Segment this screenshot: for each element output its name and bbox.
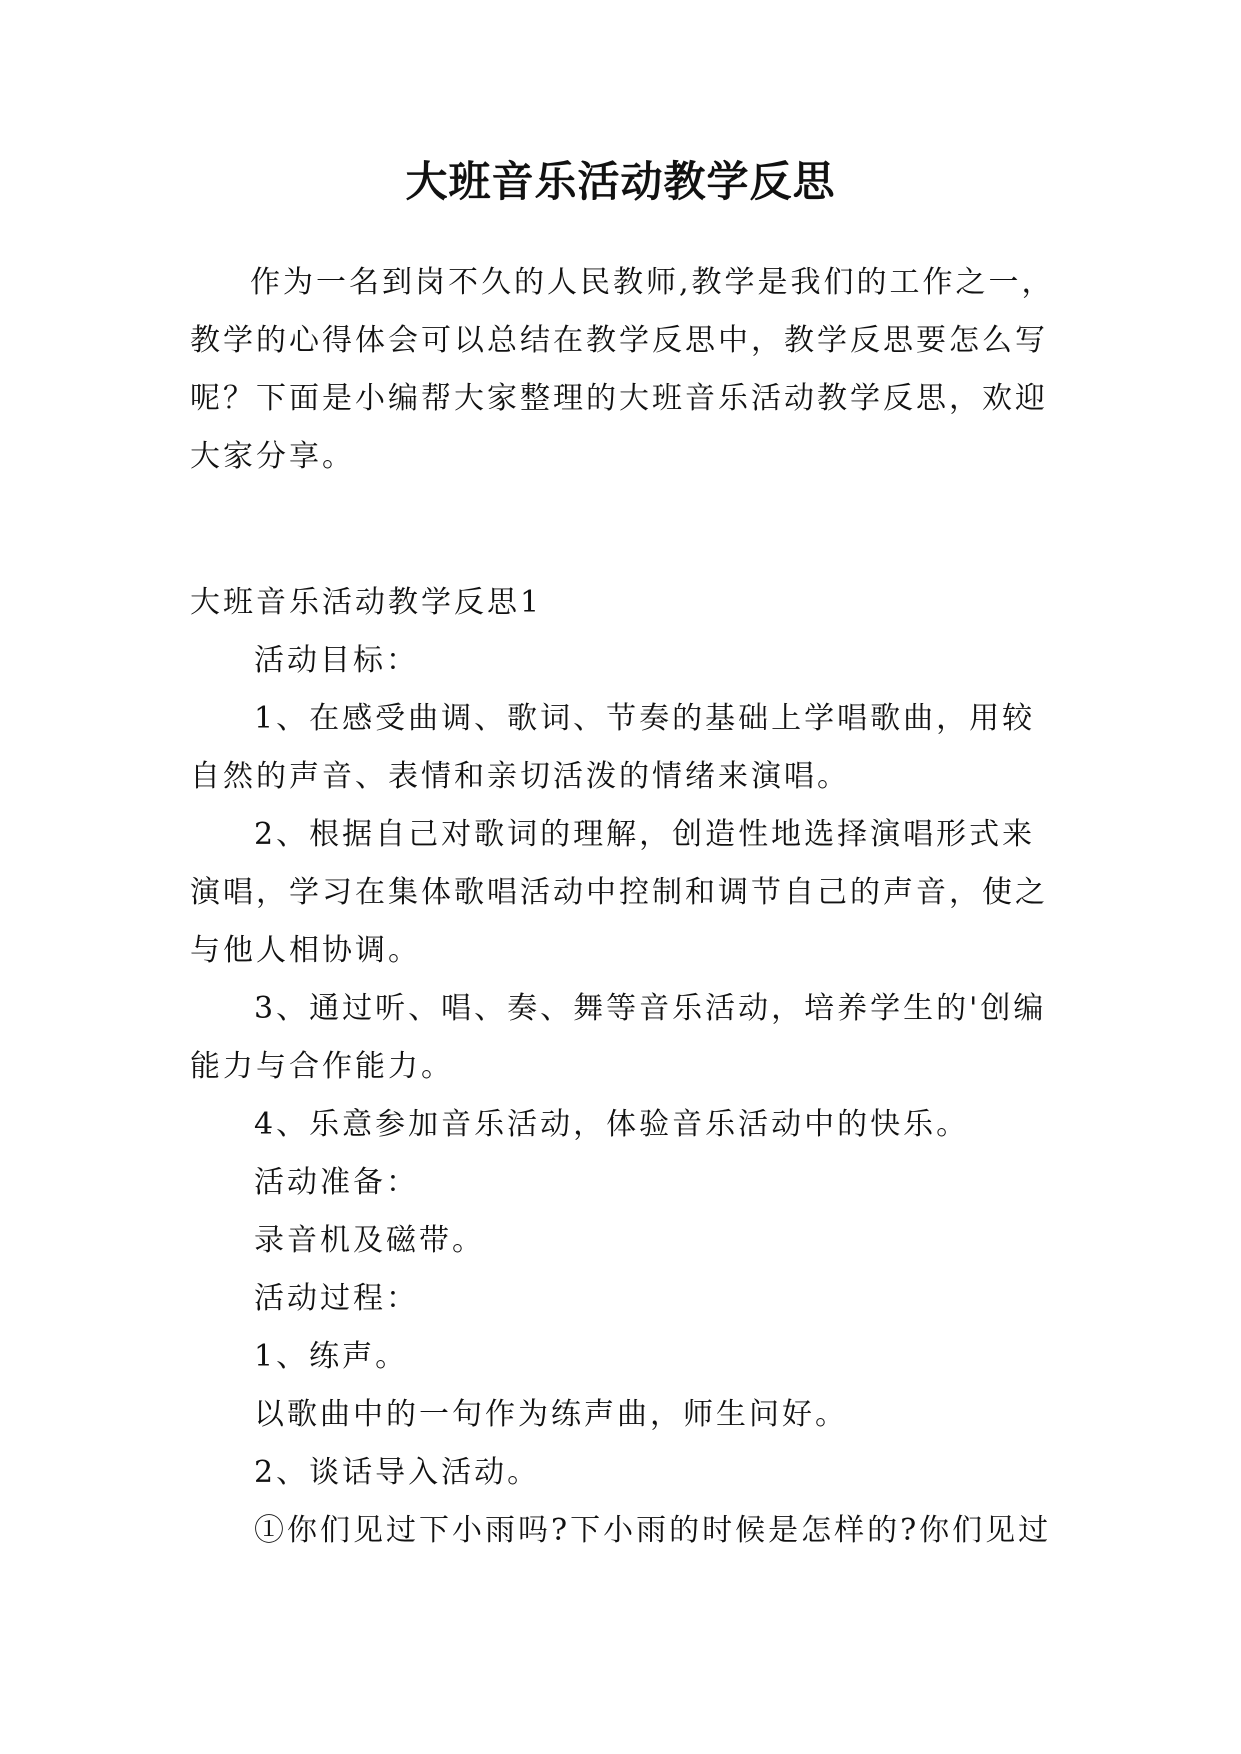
intro-line: 大家分享。 <box>190 439 355 474</box>
step-2-detail: ①你们见过下小雨吗?下小雨的时候是怎样的?你们见过 <box>254 1513 1052 1548</box>
intro-line: 呢？下面是小编帮大家整理的大班音乐活动教学反思，欢迎 <box>190 381 1048 416</box>
process-label: 活动过程： <box>254 1281 419 1316</box>
goal-3-paragraph <box>190 980 1058 1096</box>
intro-paragraph <box>190 254 1058 486</box>
goal-1-line: 1、在感受曲调、歌词、节奏的基础上学唱歌曲，用较 <box>254 701 1036 736</box>
goal-1-paragraph <box>190 690 1058 806</box>
prep-label: 活动准备： <box>254 1165 419 1200</box>
step-1-detail: 以歌曲中的一句作为练声曲，师生问好。 <box>254 1397 848 1432</box>
prep-text: 录音机及磁带。 <box>254 1223 485 1258</box>
step-2: 2、谈话导入活动。 <box>254 1455 541 1490</box>
step-1: 1、练声。 <box>254 1339 409 1374</box>
goal-2-line: 2、根据自己对歌词的理解，创造性地选择演唱形式来 <box>254 817 1036 852</box>
goal-2-line: 演唱，学习在集体歌唱活动中控制和调节自己的声音，使之 <box>190 875 1048 910</box>
section-heading: 大班音乐活动教学反思1 <box>190 585 543 620</box>
goals-label: 活动目标： <box>254 643 419 678</box>
intro-line: 教学的心得体会可以总结在教学反思中，教学反思要怎么写 <box>190 323 1048 358</box>
goal-3-line: 能力与合作能力。 <box>190 1049 454 1084</box>
intro-line: 作为一名到岗不久的人民教师,教学是我们的工作之一， <box>250 265 1055 300</box>
goal-1-line: 自然的声音、表情和亲切活泼的情绪来演唱。 <box>190 759 850 794</box>
goal-2-line: 与他人相协调。 <box>190 933 421 968</box>
goal-3-line: 3、通过听、唱、奏、舞等音乐活动，培养学生的'创编 <box>254 991 1047 1026</box>
goal-2-paragraph <box>190 806 1058 980</box>
goal-4-paragraph: 4、乐意参加音乐活动，体验音乐活动中的快乐。 <box>254 1107 970 1142</box>
document-title: 大班音乐活动教学反思 <box>405 157 836 206</box>
